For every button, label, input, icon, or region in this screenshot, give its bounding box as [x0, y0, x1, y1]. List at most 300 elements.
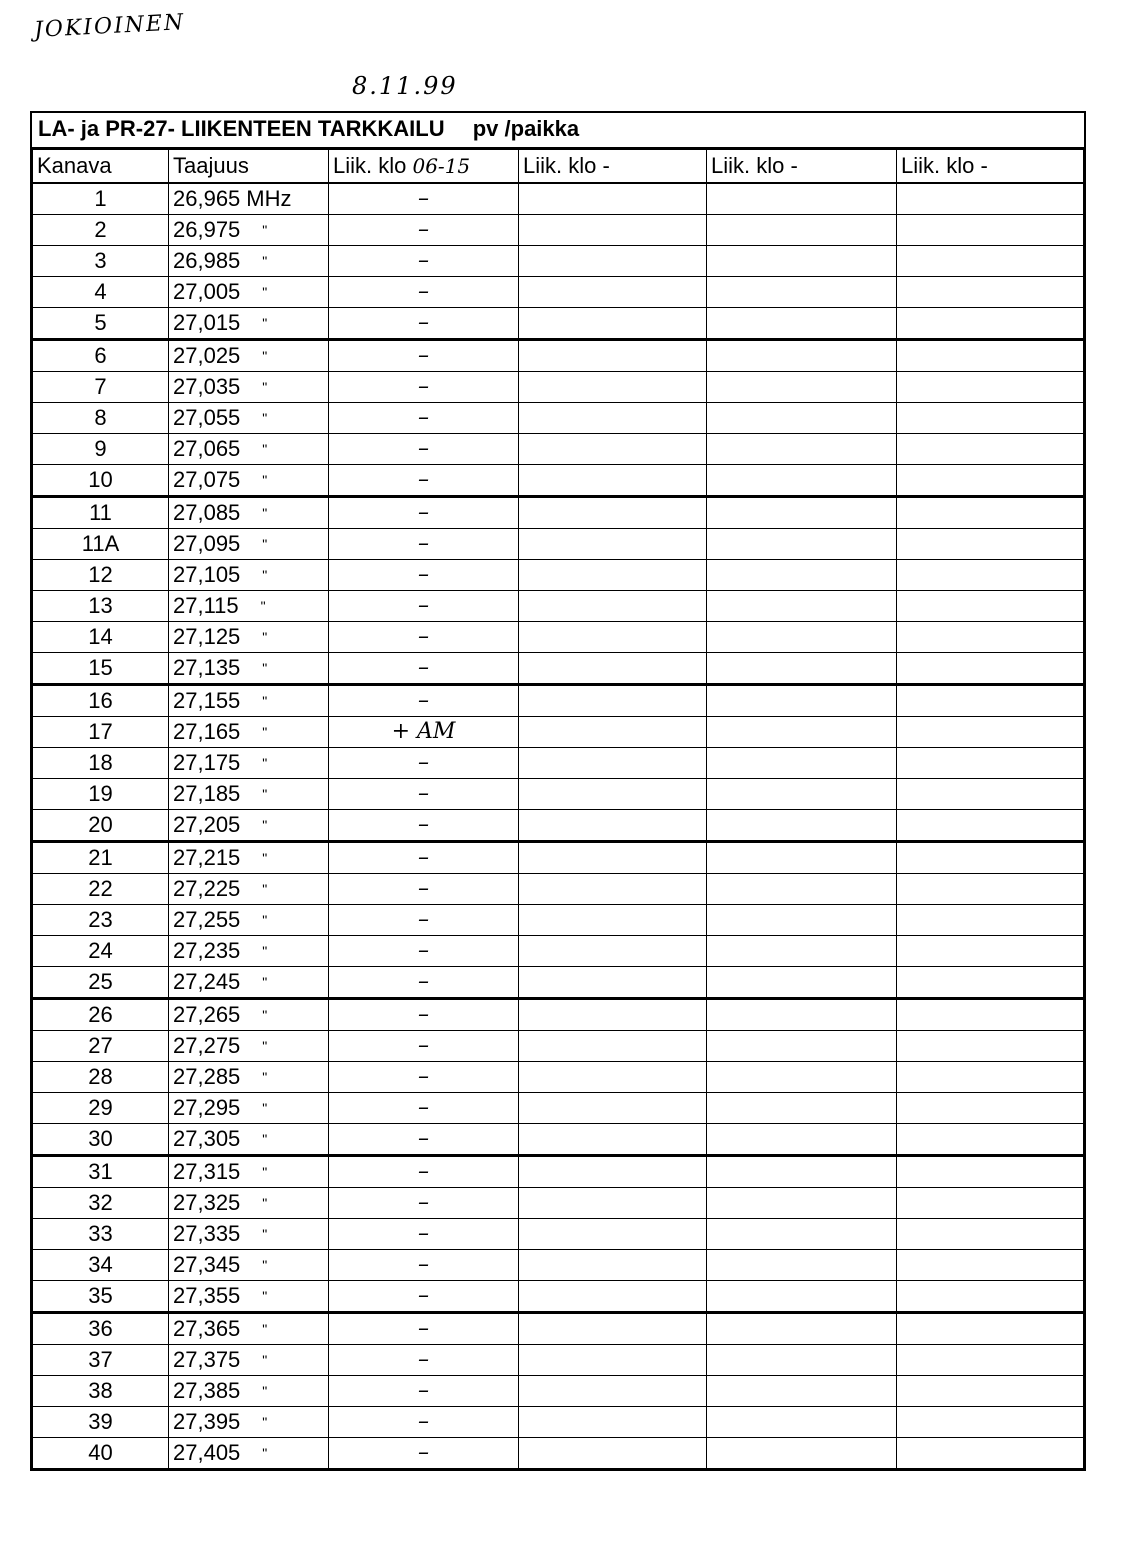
frequency-cell [169, 717, 329, 748]
traffic-mark-cell: – [329, 810, 519, 842]
empty-cell [897, 403, 1084, 434]
frequency-cell [169, 1062, 329, 1093]
ditto-mark: " [262, 379, 268, 395]
empty-cell [519, 936, 707, 967]
traffic-mark-cell: – [329, 1031, 519, 1062]
traffic-mark-cell: – [329, 277, 519, 308]
empty-cell [519, 842, 707, 874]
traffic-mark-cell: – [329, 1188, 519, 1219]
empty-cell [707, 1031, 897, 1062]
frequency-cell [169, 529, 329, 560]
table-row [33, 967, 1084, 999]
channel-cell: 1 [33, 183, 169, 215]
traffic-mark-cell: – [329, 1407, 519, 1438]
empty-cell [897, 1407, 1084, 1438]
empty-cell [519, 277, 707, 308]
ditto-mark: " [262, 441, 268, 457]
empty-cell [897, 748, 1084, 779]
ditto-mark: " [260, 598, 266, 614]
frequency-value: 27,065 [173, 436, 241, 461]
frequency-value: 27,165 [173, 719, 241, 744]
empty-cell [897, 372, 1084, 403]
empty-cell [707, 1156, 897, 1188]
frequency-value: 27,055 [173, 405, 241, 430]
empty-cell [519, 1062, 707, 1093]
empty-cell [519, 1188, 707, 1219]
channel-cell: 28 [33, 1062, 169, 1093]
channel-cell: 3 [33, 246, 169, 277]
frequency-value: 27,315 [173, 1159, 241, 1184]
table-row [33, 1313, 1084, 1345]
empty-cell [707, 308, 897, 340]
empty-cell [707, 183, 897, 215]
table-row [33, 1093, 1084, 1124]
traffic-mark-cell: – [329, 434, 519, 465]
traffic-mark-cell: – [329, 779, 519, 810]
empty-cell [897, 529, 1084, 560]
traffic-mark-cell: – [329, 1156, 519, 1188]
ditto-mark: " [262, 660, 268, 676]
channel-cell: 36 [33, 1313, 169, 1345]
channel-cell: 24 [33, 936, 169, 967]
empty-cell [519, 1124, 707, 1156]
table-row [33, 529, 1084, 560]
table-row [33, 1031, 1084, 1062]
ditto-mark: " [262, 1288, 268, 1304]
header-row [33, 150, 1084, 184]
traffic-mark-cell: – [329, 465, 519, 497]
empty-cell [897, 1250, 1084, 1281]
channel-cell: 11 [33, 497, 169, 529]
empty-cell [897, 779, 1084, 810]
channel-cell: 27 [33, 1031, 169, 1062]
frequency-cell [169, 434, 329, 465]
traffic-mark-cell: – [329, 529, 519, 560]
frequency-cell [169, 591, 329, 622]
empty-cell [707, 905, 897, 936]
ditto-mark: " [262, 629, 268, 645]
empty-cell [519, 748, 707, 779]
channel-cell: 30 [33, 1124, 169, 1156]
table-row [33, 1124, 1084, 1156]
empty-cell [897, 1093, 1084, 1124]
empty-cell [897, 183, 1084, 215]
ditto-mark: " [262, 1414, 268, 1430]
empty-cell [707, 246, 897, 277]
channel-cell: 37 [33, 1345, 169, 1376]
empty-cell [519, 591, 707, 622]
frequency-value: 27,335 [173, 1221, 241, 1246]
empty-cell [707, 622, 897, 653]
frequency-cell [169, 905, 329, 936]
ditto-mark: " [262, 253, 268, 269]
channel-cell: 31 [33, 1156, 169, 1188]
traffic-mark-cell: – [329, 1093, 519, 1124]
empty-cell [519, 403, 707, 434]
empty-cell [897, 810, 1084, 842]
empty-cell [519, 685, 707, 717]
traffic-mark-cell: – [329, 183, 519, 215]
table-row [33, 717, 1084, 748]
empty-cell [897, 277, 1084, 308]
empty-cell [707, 529, 897, 560]
table-row [33, 1250, 1084, 1281]
unit-label: MHz [246, 186, 292, 211]
table-row [33, 372, 1084, 403]
table-row [33, 1407, 1084, 1438]
frequency-cell [169, 1376, 329, 1407]
table-row [33, 874, 1084, 905]
frequency-value: 27,035 [173, 374, 241, 399]
frequency-cell [169, 497, 329, 529]
empty-cell [519, 622, 707, 653]
empty-cell [707, 1188, 897, 1219]
empty-cell [707, 1219, 897, 1250]
empty-cell [519, 497, 707, 529]
empty-cell [707, 1062, 897, 1093]
empty-cell [707, 967, 897, 999]
empty-cell [519, 1281, 707, 1313]
table-row [33, 999, 1084, 1031]
ditto-mark: " [262, 1100, 268, 1116]
table-row [33, 779, 1084, 810]
traffic-mark-cell: – [329, 905, 519, 936]
channel-cell: 20 [33, 810, 169, 842]
empty-cell [707, 1124, 897, 1156]
traffic-mark-cell: + AM [329, 717, 519, 748]
frequency-value: 27,255 [173, 907, 241, 932]
channel-cell: 5 [33, 308, 169, 340]
empty-cell [519, 215, 707, 246]
table-row [33, 1219, 1084, 1250]
header-traffic-1: Liik. klo 06-15 [329, 150, 519, 184]
empty-cell [519, 905, 707, 936]
traffic-mark-cell: – [329, 246, 519, 277]
ditto-mark: " [262, 943, 268, 959]
frequency-value: 27,095 [173, 531, 241, 556]
channel-table [32, 149, 1084, 1469]
empty-cell [707, 748, 897, 779]
empty-cell [897, 1062, 1084, 1093]
empty-cell [897, 340, 1084, 372]
frequency-value: 27,235 [173, 938, 241, 963]
frequency-cell [169, 874, 329, 905]
empty-cell [707, 434, 897, 465]
ditto-mark: " [262, 693, 268, 709]
empty-cell [519, 999, 707, 1031]
frequency-value: 27,115 [173, 593, 239, 618]
channel-cell: 9 [33, 434, 169, 465]
traffic-mark-cell: – [329, 685, 519, 717]
ditto-mark: " [262, 567, 268, 583]
frequency-cell [169, 748, 329, 779]
traffic-mark-cell: – [329, 748, 519, 779]
frequency-cell [169, 1438, 329, 1469]
table-row [33, 1188, 1084, 1219]
empty-cell [707, 936, 897, 967]
empty-cell [707, 653, 897, 685]
empty-cell [519, 1376, 707, 1407]
header-frequency: Taajuus [169, 150, 329, 184]
empty-cell [707, 810, 897, 842]
channel-cell: 21 [33, 842, 169, 874]
empty-cell [707, 999, 897, 1031]
ditto-mark: " [262, 881, 268, 897]
empty-cell [519, 717, 707, 748]
ditto-mark: " [262, 472, 268, 488]
traffic-mark-cell: – [329, 1313, 519, 1345]
frequency-value: 27,375 [173, 1347, 241, 1372]
table-row [33, 905, 1084, 936]
empty-cell [707, 1438, 897, 1469]
channel-cell: 16 [33, 685, 169, 717]
empty-cell [897, 1345, 1084, 1376]
channel-cell: 35 [33, 1281, 169, 1313]
frequency-value: 27,285 [173, 1064, 241, 1089]
frequency-value: 26,985 [173, 248, 241, 273]
table-row [33, 277, 1084, 308]
channel-cell: 19 [33, 779, 169, 810]
empty-cell [707, 779, 897, 810]
empty-cell [707, 340, 897, 372]
frequency-cell [169, 1250, 329, 1281]
ditto-mark: " [262, 536, 268, 552]
frequency-cell [169, 183, 329, 215]
form-title: LA- ja PR-27- LIIKENTEEN TARKKAILU [38, 116, 445, 141]
header-traffic-3: Liik. klo - [707, 150, 897, 184]
empty-cell [519, 308, 707, 340]
ditto-mark: " [262, 1007, 268, 1023]
handwritten-name: JOKIOINEN [33, 10, 186, 43]
empty-cell [897, 874, 1084, 905]
frequency-value: 27,135 [173, 655, 241, 680]
empty-cell [707, 1281, 897, 1313]
place-label: pv /paikka [472, 116, 580, 141]
table-row [33, 215, 1084, 246]
ditto-mark: " [262, 1383, 268, 1399]
empty-cell [519, 1313, 707, 1345]
frequency-cell [169, 308, 329, 340]
frequency-cell [169, 1156, 329, 1188]
channel-cell: 34 [33, 1250, 169, 1281]
empty-cell [897, 308, 1084, 340]
table-row [33, 842, 1084, 874]
empty-cell [897, 1376, 1084, 1407]
empty-cell [897, 1219, 1084, 1250]
channel-cell: 13 [33, 591, 169, 622]
empty-cell [897, 1031, 1084, 1062]
frequency-value: 27,215 [173, 845, 241, 870]
traffic-mark-cell: – [329, 622, 519, 653]
frequency-value: 27,325 [173, 1190, 241, 1215]
frequency-cell [169, 936, 329, 967]
empty-cell [897, 560, 1084, 591]
frequency-cell [169, 246, 329, 277]
empty-cell [897, 685, 1084, 717]
empty-cell [707, 403, 897, 434]
handwritten-date: 8.11.99 [352, 72, 458, 100]
traffic-mark-cell: – [329, 653, 519, 685]
empty-cell [519, 434, 707, 465]
channel-cell: 10 [33, 465, 169, 497]
frequency-value: 27,185 [173, 781, 241, 806]
channel-cell: 6 [33, 340, 169, 372]
ditto-mark: " [262, 1131, 268, 1147]
empty-cell [519, 1250, 707, 1281]
frequency-cell [169, 685, 329, 717]
table-row [33, 1281, 1084, 1313]
empty-cell [519, 810, 707, 842]
channel-cell: 15 [33, 653, 169, 685]
empty-cell [519, 779, 707, 810]
ditto-mark: " [262, 786, 268, 802]
ditto-mark: " [262, 315, 268, 331]
empty-cell [519, 1407, 707, 1438]
ditto-mark: " [262, 755, 268, 771]
table-row [33, 748, 1084, 779]
frequency-value: 27,175 [173, 750, 241, 775]
table-row [33, 246, 1084, 277]
empty-cell [519, 967, 707, 999]
frequency-value: 27,205 [173, 812, 241, 837]
frequency-value: 27,105 [173, 562, 241, 587]
frequency-cell [169, 1219, 329, 1250]
frequency-cell [169, 277, 329, 308]
table-row [33, 685, 1084, 717]
ditto-mark: " [262, 1257, 268, 1273]
channel-cell: 4 [33, 277, 169, 308]
channel-cell: 32 [33, 1188, 169, 1219]
frequency-cell [169, 1124, 329, 1156]
ditto-mark: " [262, 410, 268, 426]
traffic-mark-cell: – [329, 1376, 519, 1407]
header-traffic-2: Liik. klo - [519, 150, 707, 184]
table-row [33, 403, 1084, 434]
traffic-mark-cell: – [329, 215, 519, 246]
ditto-mark: " [262, 912, 268, 928]
frequency-cell [169, 1345, 329, 1376]
empty-cell [707, 277, 897, 308]
channel-cell: 38 [33, 1376, 169, 1407]
frequency-value: 26,965 [173, 186, 241, 211]
frequency-value: 27,265 [173, 1002, 241, 1027]
traffic-mark-cell: – [329, 1345, 519, 1376]
empty-cell [897, 842, 1084, 874]
table-row [33, 1345, 1084, 1376]
frequency-value: 27,245 [173, 969, 241, 994]
traffic-mark-cell: – [329, 936, 519, 967]
ditto-mark: " [262, 1352, 268, 1368]
channel-cell: 17 [33, 717, 169, 748]
empty-cell [897, 717, 1084, 748]
traffic-mark-cell: – [329, 497, 519, 529]
frequency-cell [169, 560, 329, 591]
frequency-value: 27,305 [173, 1126, 241, 1151]
empty-cell [897, 1124, 1084, 1156]
table-row [33, 497, 1084, 529]
ditto-mark: " [262, 850, 268, 866]
traffic-mark-cell: – [329, 999, 519, 1031]
traffic-mark-cell: – [329, 340, 519, 372]
empty-cell [707, 717, 897, 748]
empty-cell [519, 1031, 707, 1062]
table-row [33, 1438, 1084, 1469]
table-row [33, 936, 1084, 967]
empty-cell [897, 622, 1084, 653]
empty-cell [897, 591, 1084, 622]
table-row [33, 465, 1084, 497]
frequency-cell [169, 1093, 329, 1124]
empty-cell [707, 465, 897, 497]
empty-cell [897, 1281, 1084, 1313]
empty-cell [519, 372, 707, 403]
empty-cell [519, 529, 707, 560]
frequency-cell [169, 842, 329, 874]
channel-cell: 40 [33, 1438, 169, 1469]
channel-cell: 11A [33, 529, 169, 560]
channel-cell: 18 [33, 748, 169, 779]
traffic-mark-cell: – [329, 308, 519, 340]
channel-cell: 7 [33, 372, 169, 403]
table-row [33, 591, 1084, 622]
traffic-mark-cell: – [329, 1219, 519, 1250]
frequency-cell [169, 403, 329, 434]
frequency-value: 27,075 [173, 467, 241, 492]
channel-cell: 14 [33, 622, 169, 653]
empty-cell [897, 497, 1084, 529]
table-row [33, 1062, 1084, 1093]
frequency-cell [169, 372, 329, 403]
form-title-bar [32, 113, 1084, 149]
ditto-mark: " [262, 1038, 268, 1054]
empty-cell [897, 999, 1084, 1031]
ditto-mark: " [262, 1321, 268, 1337]
empty-cell [519, 560, 707, 591]
ditto-mark: " [262, 284, 268, 300]
ditto-mark: " [262, 348, 268, 364]
table-row [33, 340, 1084, 372]
empty-cell [897, 215, 1084, 246]
traffic-mark-cell: – [329, 372, 519, 403]
empty-cell [897, 1156, 1084, 1188]
channel-cell: 12 [33, 560, 169, 591]
frequency-value: 27,395 [173, 1409, 241, 1434]
table-row [33, 434, 1084, 465]
empty-cell [897, 434, 1084, 465]
frequency-value: 27,345 [173, 1252, 241, 1277]
empty-cell [897, 905, 1084, 936]
frequency-value: 27,015 [173, 310, 241, 335]
header-channel: Kanava [33, 150, 169, 184]
frequency-cell [169, 215, 329, 246]
frequency-value: 27,355 [173, 1283, 241, 1308]
table-row [33, 1156, 1084, 1188]
empty-cell [519, 340, 707, 372]
empty-cell [897, 1313, 1084, 1345]
empty-cell [707, 874, 897, 905]
empty-cell [897, 1188, 1084, 1219]
channel-cell: 26 [33, 999, 169, 1031]
table-row [33, 308, 1084, 340]
channel-cell: 25 [33, 967, 169, 999]
empty-cell [707, 685, 897, 717]
empty-cell [519, 1093, 707, 1124]
empty-cell [897, 246, 1084, 277]
table-row [33, 183, 1084, 215]
ditto-mark: " [262, 817, 268, 833]
frequency-cell [169, 465, 329, 497]
table-row [33, 560, 1084, 591]
